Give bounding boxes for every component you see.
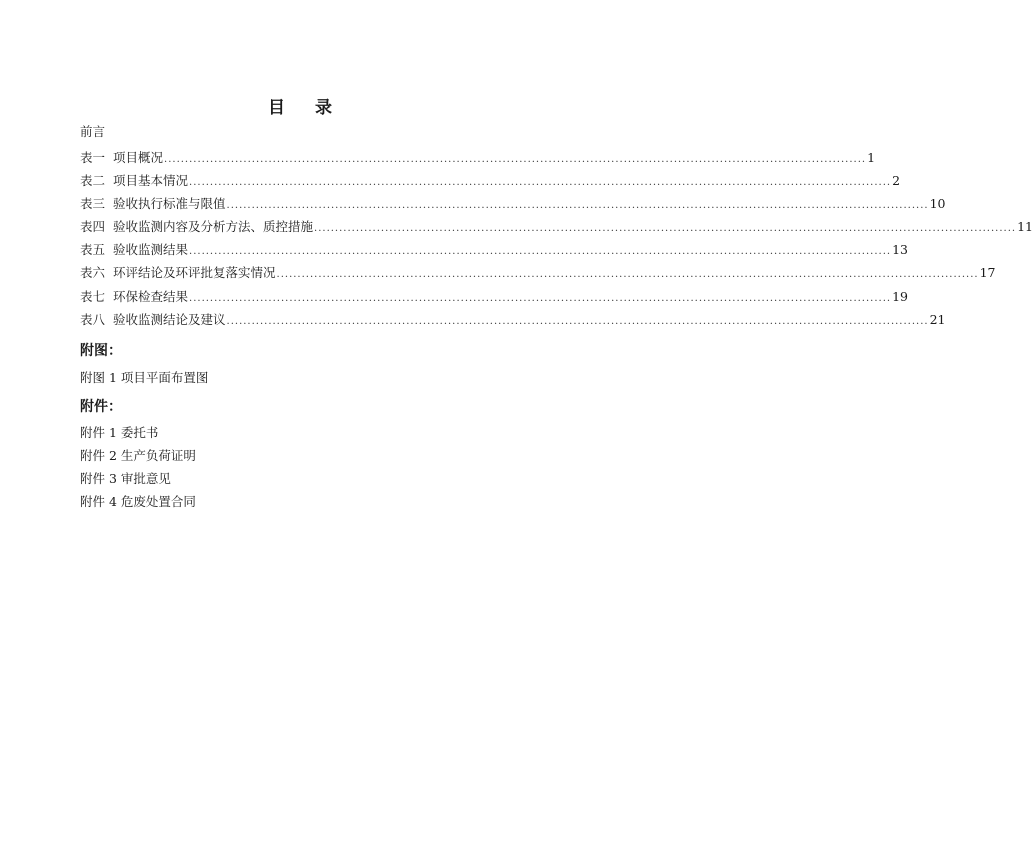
toc-title: 验收监测结论及建议 (113, 312, 226, 327)
toc-title: 环评结论及环评批复落实情况 (113, 265, 276, 280)
dot-leader: ........................................................................................................................................................................ (226, 200, 929, 211)
toc-prefix: 表一 (80, 150, 106, 165)
toc-page-number: 2 (892, 173, 901, 188)
toc-page-number: 17 (979, 265, 996, 280)
dot-leader: ........................................................................................................................................................................ (189, 293, 892, 304)
toc-entry (80, 265, 996, 281)
toc-prefix: 表二 (80, 173, 106, 188)
toc-prefix: 表四 (80, 219, 106, 234)
attachment-entry: 附件 4 危废处置合同 (80, 494, 196, 509)
dot-leader: ........................................................................................................................................................................ (189, 246, 892, 257)
toc-title: 项目概况 (113, 150, 164, 165)
figure-entry: 附图 1 项目平面布置图 (80, 370, 209, 385)
toc-entry (80, 173, 901, 189)
dot-leader: ........................................................................................................................................................................ (189, 177, 892, 188)
toc-entry (80, 312, 946, 328)
attachment-entry: 附件 2 生产负荷证明 (80, 448, 196, 463)
toc-entry (80, 289, 908, 305)
toc-page-number: 11 (1017, 219, 1033, 234)
toc-title: 验收监测结果 (113, 242, 189, 257)
toc-title: 项目基本情况 (113, 173, 189, 188)
dot-leader: ........................................................................................................................................................................ (226, 316, 929, 327)
page-title (0, 93, 600, 118)
toc-entry (80, 150, 876, 166)
toc-title: 验收监测内容及分析方法、质控措施 (113, 219, 314, 234)
title-char-1: 目 (268, 98, 285, 118)
figures-heading: 附图： (80, 343, 122, 359)
toc-prefix: 表三 (80, 196, 106, 211)
dot-leader: ........................................................................................................................................................................ (276, 269, 979, 280)
toc-prefix: 表八 (80, 312, 106, 327)
toc-entry (80, 196, 946, 212)
attachment-entry: 附件 3 审批意见 (80, 471, 171, 486)
toc-page-number: 1 (867, 150, 876, 165)
attachments-heading: 附件： (80, 399, 122, 415)
dot-leader: ........................................................................................................................................................................ (164, 154, 867, 165)
toc-page-number: 19 (892, 289, 908, 304)
toc-page-number: 21 (929, 312, 946, 327)
toc-title: 环保检查结果 (113, 289, 189, 304)
attachment-entry: 附件 1 委托书 (80, 425, 159, 440)
toc-prefix: 表七 (80, 289, 106, 304)
toc-page-number: 13 (892, 242, 908, 257)
title-char-2: 录 (315, 98, 332, 118)
toc-prefix: 表五 (80, 242, 106, 257)
preface-entry: 前言 (80, 124, 106, 139)
toc-entry (80, 242, 908, 258)
toc-entry (80, 219, 1033, 235)
toc-page-number: 10 (929, 196, 946, 211)
dot-leader: ........................................................................................................................................................................ (314, 223, 1017, 234)
toc-prefix: 表六 (80, 265, 106, 280)
toc-title: 验收执行标准与限值 (113, 196, 226, 211)
